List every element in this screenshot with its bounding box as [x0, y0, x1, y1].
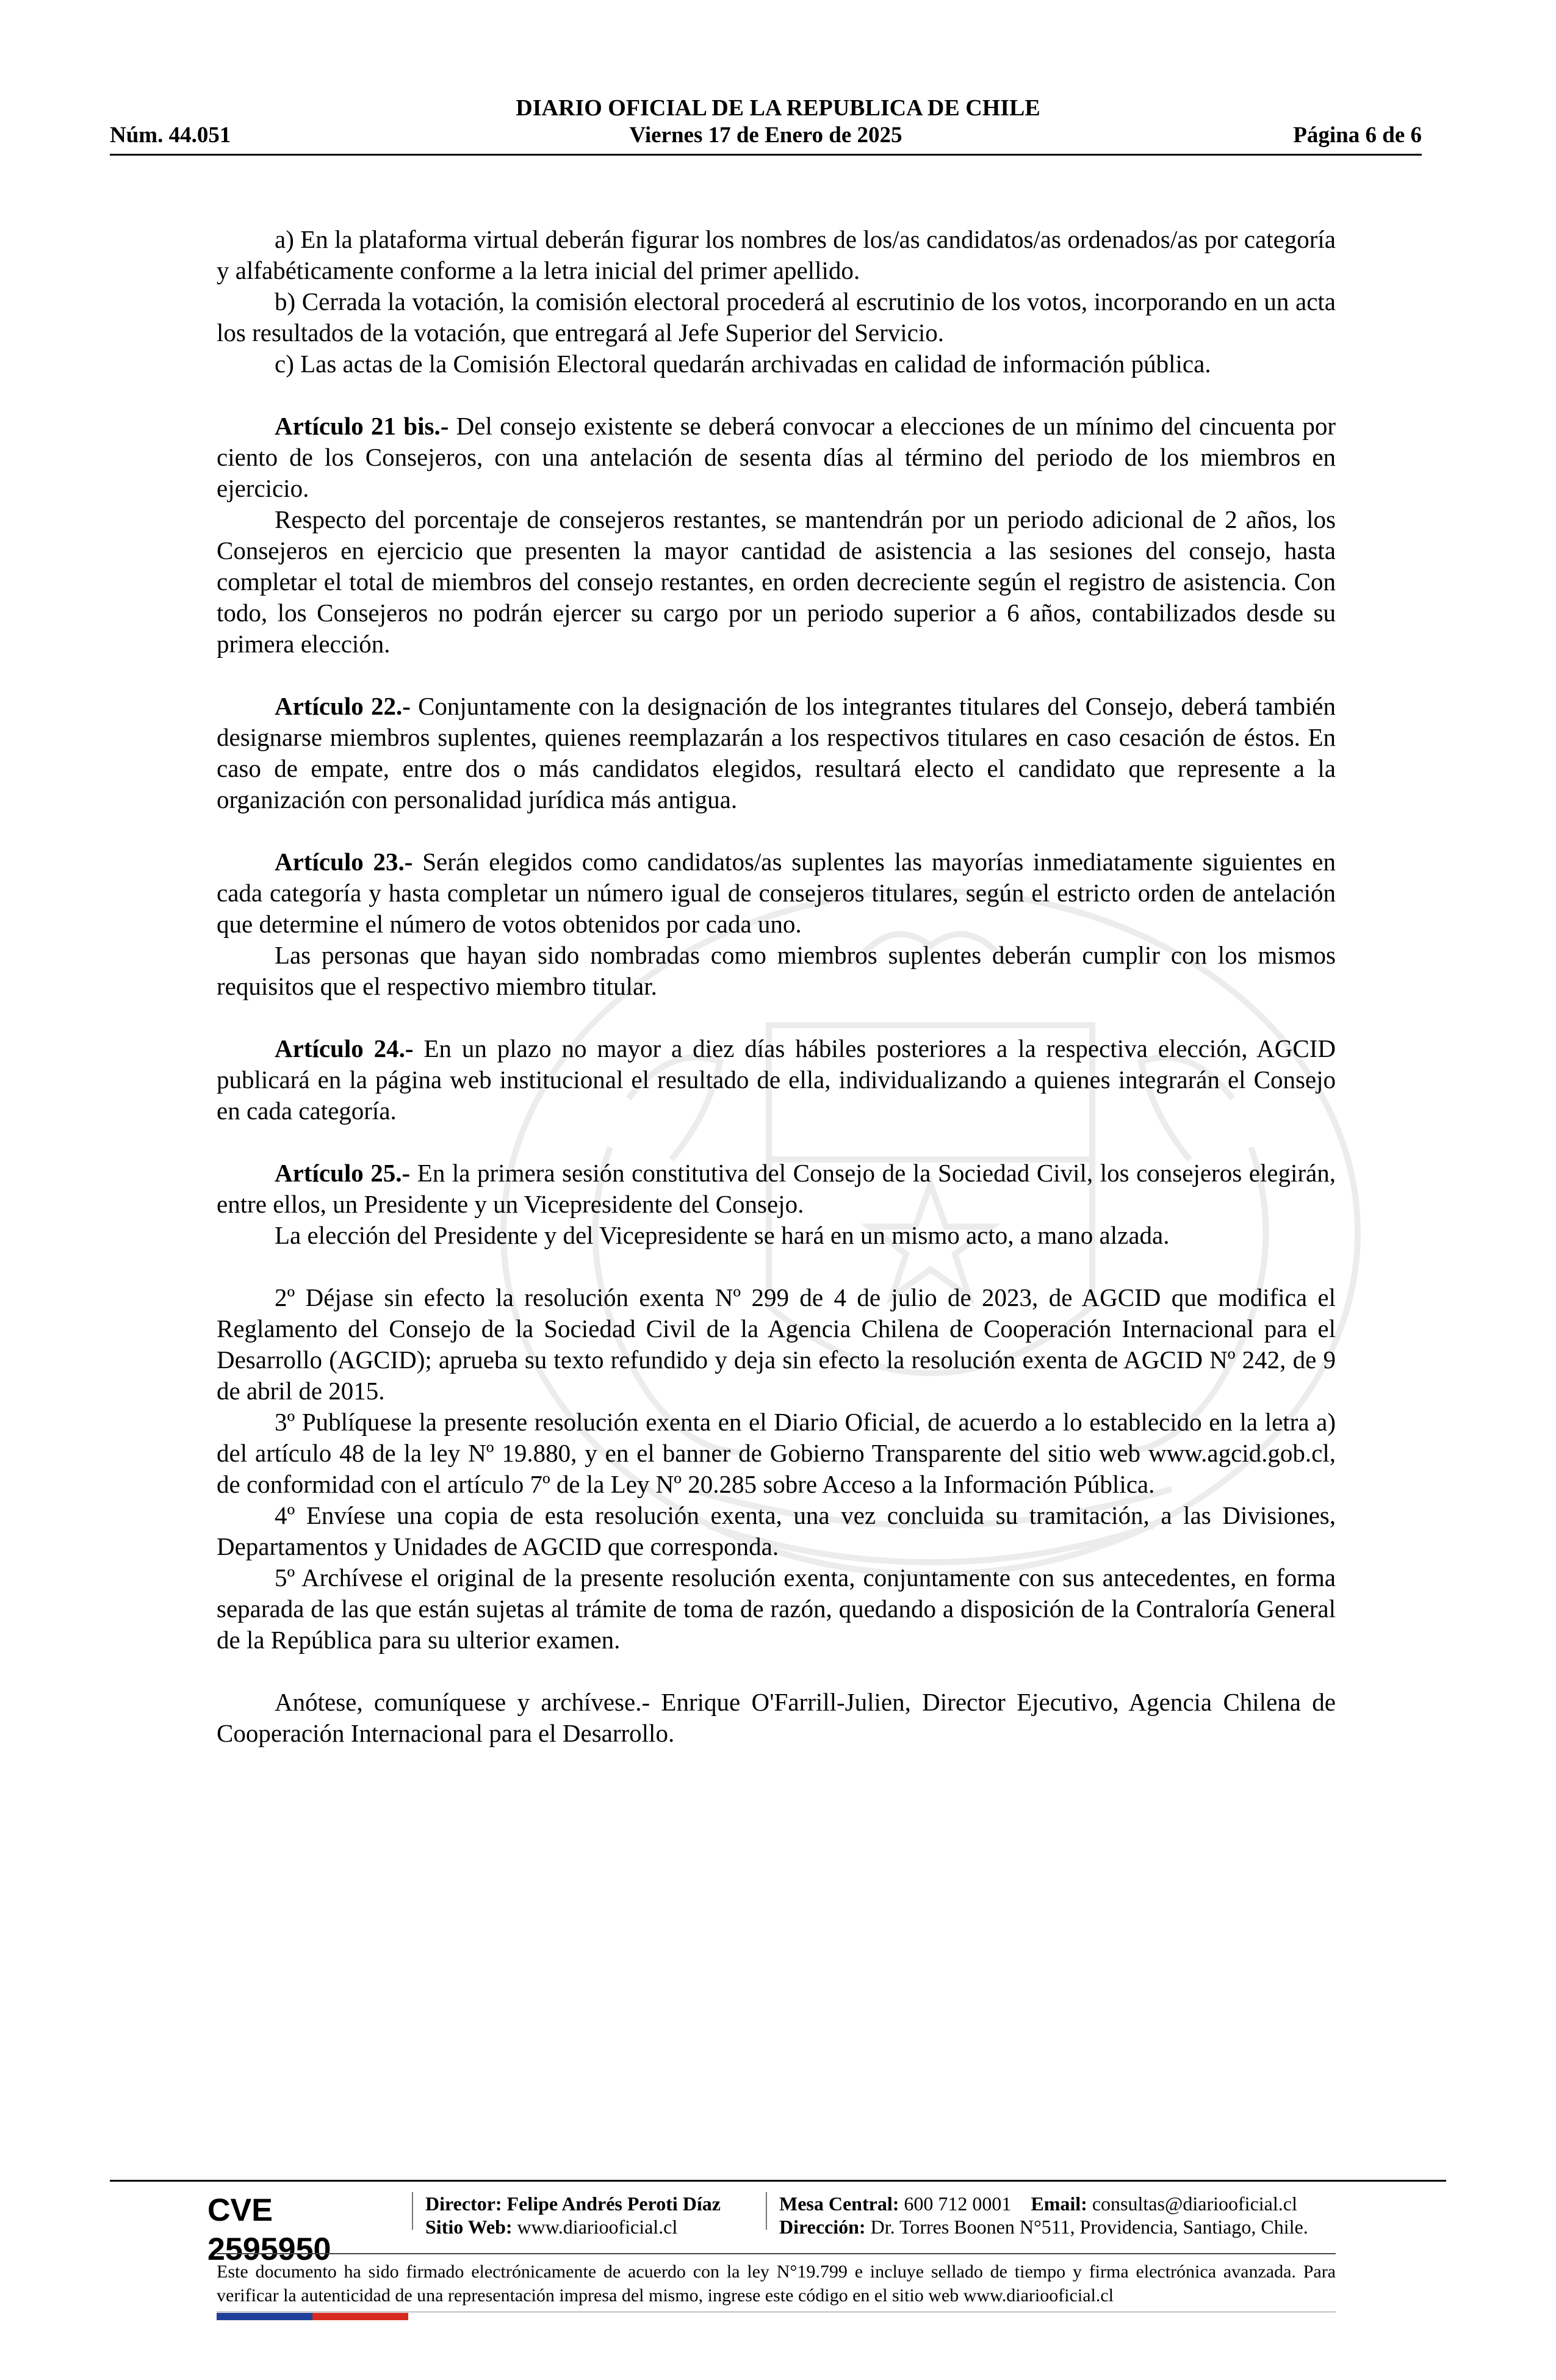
electronic-signature-note: Este documento ha sido firmado electrónicamente de acuerdo con la ley N°19.799 e incluye sellado de tiempo y firma electrónica avanzada. Para verificar la autenticidad de una representación impresa del mismo, ingrese este código en el sitio web www.diariooficial.cl [217, 2262, 1336, 2306]
resolution-point-2: 2º Déjase sin efecto la resolución exenta Nº 299 de 4 de julio de 2023, de AGCID que modifica el Reglamento del Consejo de la Sociedad Civil de la Agencia Chilena de Cooperación Internacional para el Desarrollo (AGCID); aprueba su texto refundido y deja sin efecto la resolución exenta de AGCID Nº 242, de 9 de abril de 2015. [217, 1283, 1336, 1405]
article-25 [217, 1158, 1336, 1220]
header-row [110, 121, 1422, 150]
header-divider [110, 154, 1422, 156]
paragraph-a: a) En la plataforma virtual deberán figurar los nombres de los/as candidatos/as ordenados/as por categoría y alfabéticamente conforme a la letra inicial del primer apellido. [217, 225, 1336, 284]
footer-separator [766, 2192, 767, 2230]
resolution-point-3: 3º Publíquese la presente resolución exenta en el Diario Oficial, de acuerdo a lo establecido en la letra a) del artículo 48 de la ley Nº 19.880, y en el banner de Gobierno Transparente del sitio web www.agcid.gob.cl, de conformidad con el artículo 7º de la Ley Nº 20.285 sobre Acceso a la Información Pública. [217, 1408, 1336, 1498]
address-value: Dr. Torres Boonen N°511, Providencia, Santiago, Chile. [870, 2216, 1308, 2238]
article-23 [217, 846, 1336, 940]
flag-bar-blue [217, 2313, 312, 2320]
article-25-label: Artículo 25.- [275, 1159, 411, 1187]
article-23-paragraph-2: Las personas que hayan sido nombradas como miembros suplentes deberán cumplir con los mismos requisitos que el respectivo miembro titular. [217, 941, 1336, 1000]
issue-date: Viernes 17 de Enero de 2025 [629, 123, 902, 148]
director-label: Director: [425, 2193, 502, 2215]
article-22-label: Artículo 22.- [275, 692, 411, 720]
article-23-text: Serán elegidos como candidatos/as suplentes las mayorías inmediatamente siguientes en cada categoría y hasta completar un número igual de consejeros titulares, según el estricto orden de antelación que determine el número de votos obtenidos por cada uno. [217, 848, 1336, 938]
mesa-phone: 600 712 0001 [904, 2193, 1012, 2215]
document-body [217, 224, 1336, 1749]
article-21-paragraph-2: Respecto del porcentaje de consejeros restantes, se mantendrán por un periodo adicional de 2 años, los Consejeros en ejercicio que presenten la mayor cantidad de asistencia a las sesiones del consejo, hasta completar el total de miembros del consejo restantes, en orden decreciente según el registro de asistencia. Con todo, los Consejeros no podrán ejercer su cargo por un periodo superior a 6 años, contabilizados desde su primera elección. [217, 505, 1336, 658]
article-24-text: En un plazo no mayor a diez días hábiles posteriores a la respectiva elección, AGCID publicará en la página web institucional el resultado de ella, individualizando a quienes integrarán el Consejo en cada categoría. [217, 1034, 1336, 1125]
email-label: Email: [1031, 2193, 1087, 2215]
article-25-text: En la primera sesión constitutiva del Consejo de la Sociedad Civil, los consejeros elegirán, entre ellos, un Presidente y un Vicepresidente del Consejo. [217, 1159, 1336, 1218]
paragraph-c: c) Las actas de la Comisión Electoral quedarán archivadas en calidad de información pública. [275, 350, 1211, 378]
article-21-text: Del consejo existente se deberá convocar a elecciones de un mínimo del cincuenta por ciento de los Consejeros, con una antelación de sesenta días al término del periodo de los miembros en ejercicio. [217, 412, 1336, 502]
footer-director-block [425, 2192, 721, 2238]
email-link[interactable]: consultas@diariooficial.cl [1092, 2193, 1297, 2215]
cve-code: CVE 2595950 [207, 2193, 331, 2267]
paragraph-b: b) Cerrada la votación, la comisión electoral procederá al escrutinio de los votos, incorporando en un acta los resultados de la votación, que entregará al Jefe Superior del Servicio. [217, 287, 1336, 347]
web-label: Sitio Web: [425, 2216, 513, 2238]
page-number: Página 6 de 6 [1293, 123, 1422, 148]
newspaper-title: DIARIO OFICIAL DE LA REPUBLICA DE CHILE [516, 95, 1040, 121]
footer-contact-block [779, 2192, 1308, 2238]
article-24 [217, 1033, 1336, 1127]
article-23-label: Artículo 23.- [275, 848, 413, 876]
article-22-text: Conjuntamente con la designación de los integrantes titulares del Consejo, deberá también designarse miembros suplentes, quienes reemplazarán a los respectivos titulares en caso cesación de éstos. En caso de empate, entre dos o más candidatos elegidos, resultará electo el candidato que represente a la organización con personalidad jurídica más antigua. [217, 692, 1336, 813]
footer-separator [412, 2192, 413, 2230]
mesa-label: Mesa Central: [779, 2193, 899, 2215]
closing-signature: Anótese, comuníquese y archívese.- Enrique O'Farrill-Julien, Director Ejecutivo, Agencia Chilena de Cooperación Internacional para el Desarrollo. [217, 1688, 1336, 1747]
resolution-point-4: 4º Envíese una copia de esta resolución exenta, una vez concluida su tramitación, a las Divisiones, Departamentos y Unidades de AGCID que corresponda. [217, 1501, 1336, 1560]
article-21-bis [217, 411, 1336, 504]
resolution-point-5: 5º Archívese el original de la presente resolución exenta, conjuntamente con sus antecedentes, en forma separada de las que están sujetas al trámite de toma de razón, quedando a disposición de la Contraloría General de la República para su ulterior examen. [217, 1563, 1336, 1654]
article-22 [217, 691, 1336, 815]
flag-bar-red [312, 2313, 408, 2320]
footer-top-divider [110, 2180, 1446, 2182]
issue-number: Núm. 44.051 [110, 123, 231, 148]
article-21-label: Artículo 21 bis.- [275, 412, 449, 440]
article-25-paragraph-2: La elección del Presidente y del Vicepresidente se hará en un mismo acto, a mano alzada. [275, 1221, 1170, 1249]
director-name: Felipe Andrés Peroti Díaz [506, 2193, 721, 2215]
web-link[interactable]: www.diariooficial.cl [517, 2216, 678, 2238]
footer-middle-divider [217, 2253, 1336, 2254]
article-24-label: Artículo 24.- [275, 1034, 414, 1062]
address-label: Dirección: [779, 2216, 866, 2238]
